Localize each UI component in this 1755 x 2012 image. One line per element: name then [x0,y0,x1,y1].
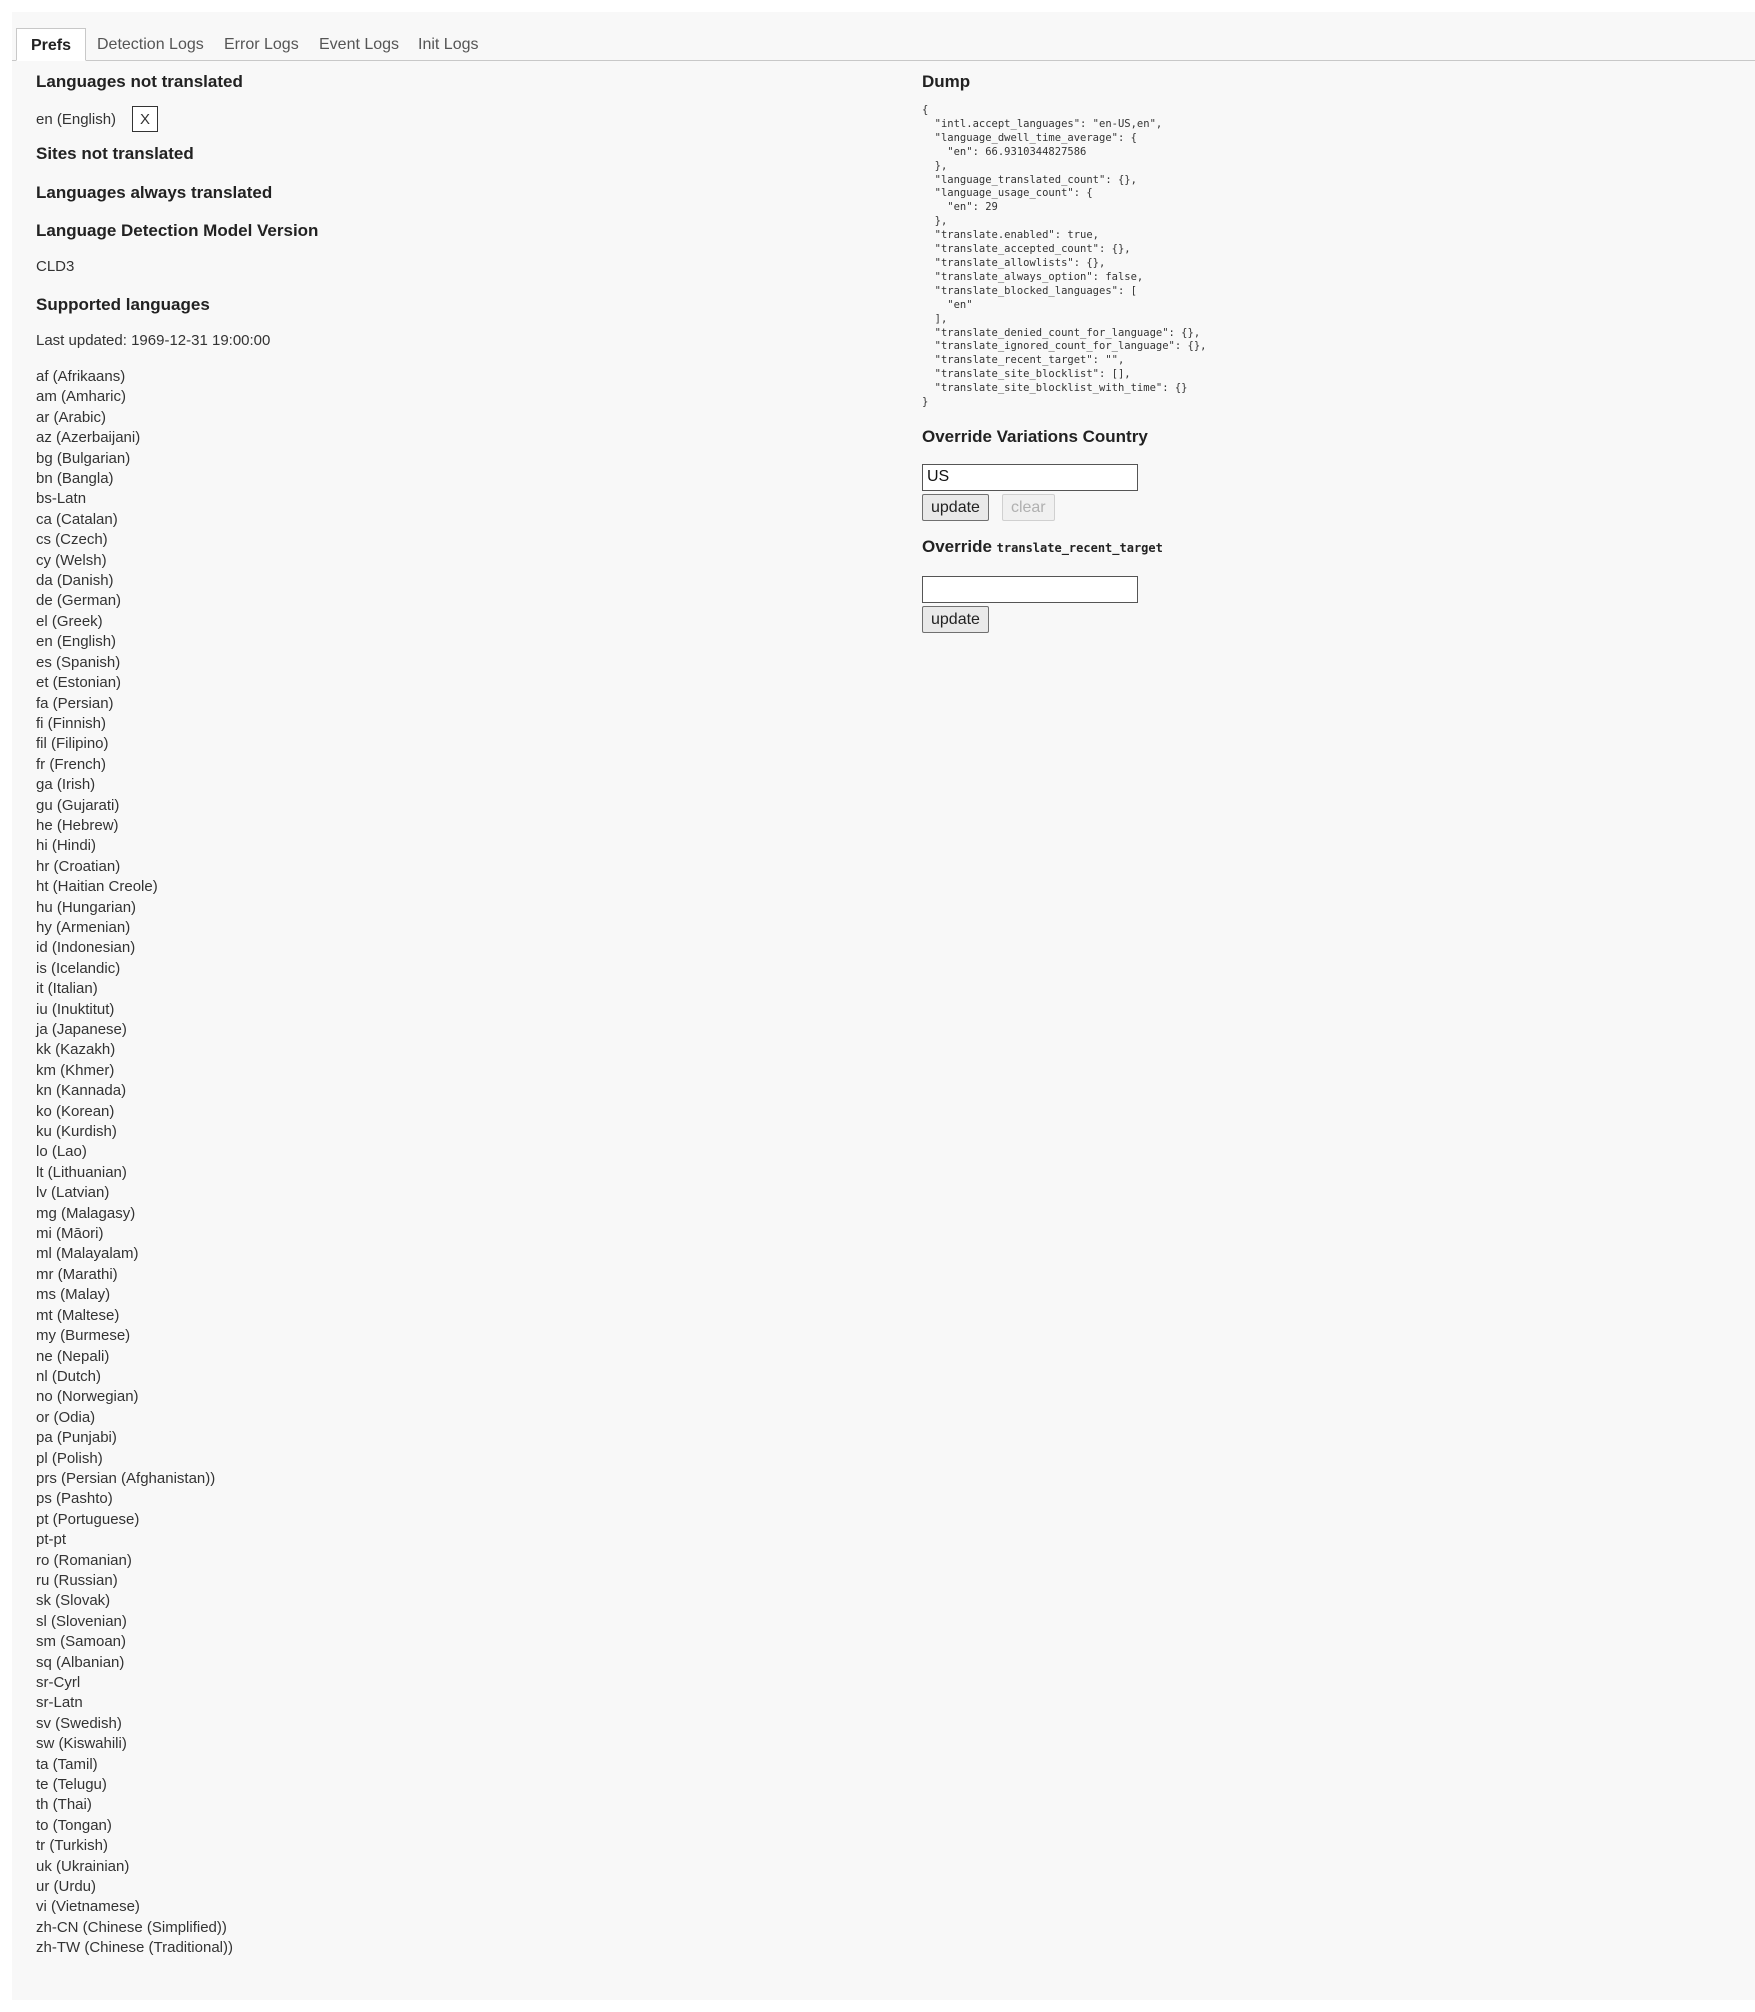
supported-language-item: es (Spanish) [36,653,121,671]
supported-language-item: ko (Korean) [36,1102,115,1120]
remove-language-button[interactable]: X [132,106,158,132]
supported-language-item: ps (Pashto) [36,1490,113,1508]
supported-language-item: vi (Vietnamese) [36,1898,140,1916]
supported-language-item: fil (Filipino) [36,735,109,753]
supported-language-item: prs (Persian (Afghanistan)) [36,1469,216,1487]
supported-language-item: th (Thai) [36,1796,92,1814]
supported-language-item: id (Indonesian) [36,939,136,957]
supported-language-item: ne (Nepali) [36,1347,110,1365]
supported-language-item: af (Afrikaans) [36,368,126,385]
supported-language-item: pa (Punjabi) [36,1429,117,1447]
supported-language-item: nl (Dutch) [36,1367,102,1385]
prefs-right-column [922,72,1722,633]
supported-language-item: ga (Irish) [36,776,96,794]
supported-language-item: cy (Welsh) [36,551,107,569]
supported-language-item: is (Icelandic) [36,959,121,977]
supported-language-item: hu (Hungarian) [36,898,137,916]
supported-language-item: ku (Kurdish) [36,1123,117,1141]
supported-language-item: km (Khmer) [36,1061,115,1079]
supported-language-item: ro (Romanian) [36,1551,132,1569]
supported-language-item: to (Tongan) [36,1816,112,1834]
supported-language-item: hi (Hindi) [36,837,97,855]
supported-language-item: ms (Malay) [36,1286,111,1304]
supported-language-item: ur (Urdu) [36,1878,97,1896]
override-target-key: translate_recent_target [996,540,1163,555]
tab-error-logs[interactable]: Error Logs [224,36,299,53]
supported-language-item: sm (Samoan) [36,1633,127,1651]
supported-language-item: en (English) [36,633,117,651]
override-target-heading [922,537,1722,559]
supported-language-item: ca (Catalan) [36,510,118,528]
override-target-prefix: Override [922,536,992,556]
not-translated-row [36,104,876,134]
supported-language-item: da (Danish) [36,572,114,590]
tab-detection-logs[interactable]: Detection Logs [97,36,204,53]
target-input[interactable] [922,576,1138,603]
supported-language-item: mr (Marathi) [36,1265,118,1283]
supported-language-item: am (Amharic) [36,388,127,406]
supported-language-item: fa (Persian) [36,694,114,712]
supported-language-item: ht (Haitian Creole) [36,878,158,896]
supported-language-item: he (Hebrew) [36,816,119,834]
prefs-left-column [36,72,876,1959]
supported-language-item: sr-Latn [36,1694,83,1712]
supported-language-item: ru (Russian) [36,1571,118,1589]
supported-language-item: or (Odia) [36,1408,96,1426]
supported-language-item: pl (Polish) [36,1449,103,1467]
model-version-heading: Language Detection Model Version [36,221,319,240]
supported-languages-list [36,367,876,1959]
supported-language-item: pt-pt [36,1531,67,1549]
supported-language-item: bs-Latn [36,490,87,508]
supported-language-item: ja (Japanese) [36,1021,127,1038]
dump-heading: Dump [922,72,971,91]
supported-language-item: lt (Lithuanian) [36,1163,127,1181]
not-translated-language: en (English) [36,110,117,128]
supported-language-item: sk (Slovak) [36,1592,111,1610]
supported-language-item: hr (Croatian) [36,857,121,875]
supported-language-item: my (Burmese) [36,1327,131,1345]
supported-language-item: fr (French) [36,755,107,773]
supported-language-item: de (German) [36,592,122,610]
supported-language-item: zh-TW (Chinese (Traditional)) [36,1939,233,1957]
tab-prefs[interactable]: Prefs [16,28,86,61]
supported-language-item: mg (Malagasy) [36,1204,136,1222]
supported-language-item: kk (Kazakh) [36,1041,116,1059]
supported-language-item: mt (Maltese) [36,1306,120,1324]
supported-language-item: sq (Albanian) [36,1653,125,1671]
supported-language-item: az (Azerbaijani) [36,429,141,447]
supported-language-item: ml (Malayalam) [36,1245,139,1263]
supported-language-item: el (Greek) [36,612,103,630]
supported-language-item: sv (Swedish) [36,1714,122,1732]
supported-language-item: bg (Bulgarian) [36,449,131,467]
supported-language-item: sr-Cyrl [36,1674,81,1691]
model-version-value: CLD3 [36,258,75,275]
supported-language-item: gu (Gujarati) [36,796,120,814]
supported-language-item: iu (Inuktitut) [36,1000,115,1018]
supported-language-item: no (Norwegian) [36,1388,139,1406]
supported-language-item: fi (Finnish) [36,714,107,732]
supported-language-item: sl (Slovenian) [36,1612,127,1630]
update-target-button[interactable]: update [922,606,989,633]
languages-not-translated-heading: Languages not translated [36,72,243,91]
supported-language-item: lo (Lao) [36,1143,87,1161]
supported-language-item: zh-CN (Chinese (Simplified)) [36,1918,227,1936]
languages-always-translated-heading: Languages always translated [36,183,273,202]
translate-internals-page [12,12,1755,2000]
last-updated: Last updated: 1969-12-31 19:00:00 [36,332,271,349]
prefs-dump: { "intl.accept_languages": "en-US,en", "language_dwell_time_average": { "en": 66.9310344827586 }, "language_translated_count": {}, "language_usage_count": { "en": 29 }, "translate.enabled": true, "translate_accepted_count": {}, "translate_allowlists": {}, "translate_always_option": false, "translate_blocked_languages": [ "en" ], "translate_denied_count_for_language": {}, "translate_ignored_count_for_language": {}, "translate_recent_target": "", "translate_site_blocklist": [], "translate_site_blocklist_with_time": {} } [922,104,1207,409]
clear-country-button[interactable]: clear [1002,494,1055,521]
supported-languages-heading: Supported languages [36,295,210,314]
override-country-heading: Override Variations Country [922,426,1148,446]
supported-language-item: mi (Māori) [36,1225,104,1243]
tab-bar [12,28,1755,61]
supported-language-item: bn (Bangla) [36,470,114,488]
tab-init-logs[interactable]: Init Logs [418,36,479,53]
supported-language-item: lv (Latvian) [36,1184,110,1202]
supported-language-item: it (Italian) [36,980,98,998]
sites-not-translated-heading: Sites not translated [36,144,194,163]
supported-language-item: kn (Kannada) [36,1082,127,1100]
update-country-button[interactable]: update [922,494,989,521]
country-input[interactable] [922,464,1138,491]
supported-language-item: ar (Arabic) [36,408,107,426]
supported-language-item: tr (Turkish) [36,1837,108,1855]
tab-event-logs[interactable]: Event Logs [319,36,400,53]
supported-language-item: uk (Ukrainian) [36,1857,130,1875]
supported-language-item: pt (Portuguese) [36,1510,140,1528]
supported-language-item: te (Telugu) [36,1776,107,1794]
supported-language-item: sw (Kiswahili) [36,1735,127,1753]
supported-language-item: hy (Armenian) [36,918,131,936]
supported-language-item: cs (Czech) [36,531,108,549]
supported-language-item: et (Estonian) [36,674,122,692]
supported-language-item: ta (Tamil) [36,1755,98,1773]
